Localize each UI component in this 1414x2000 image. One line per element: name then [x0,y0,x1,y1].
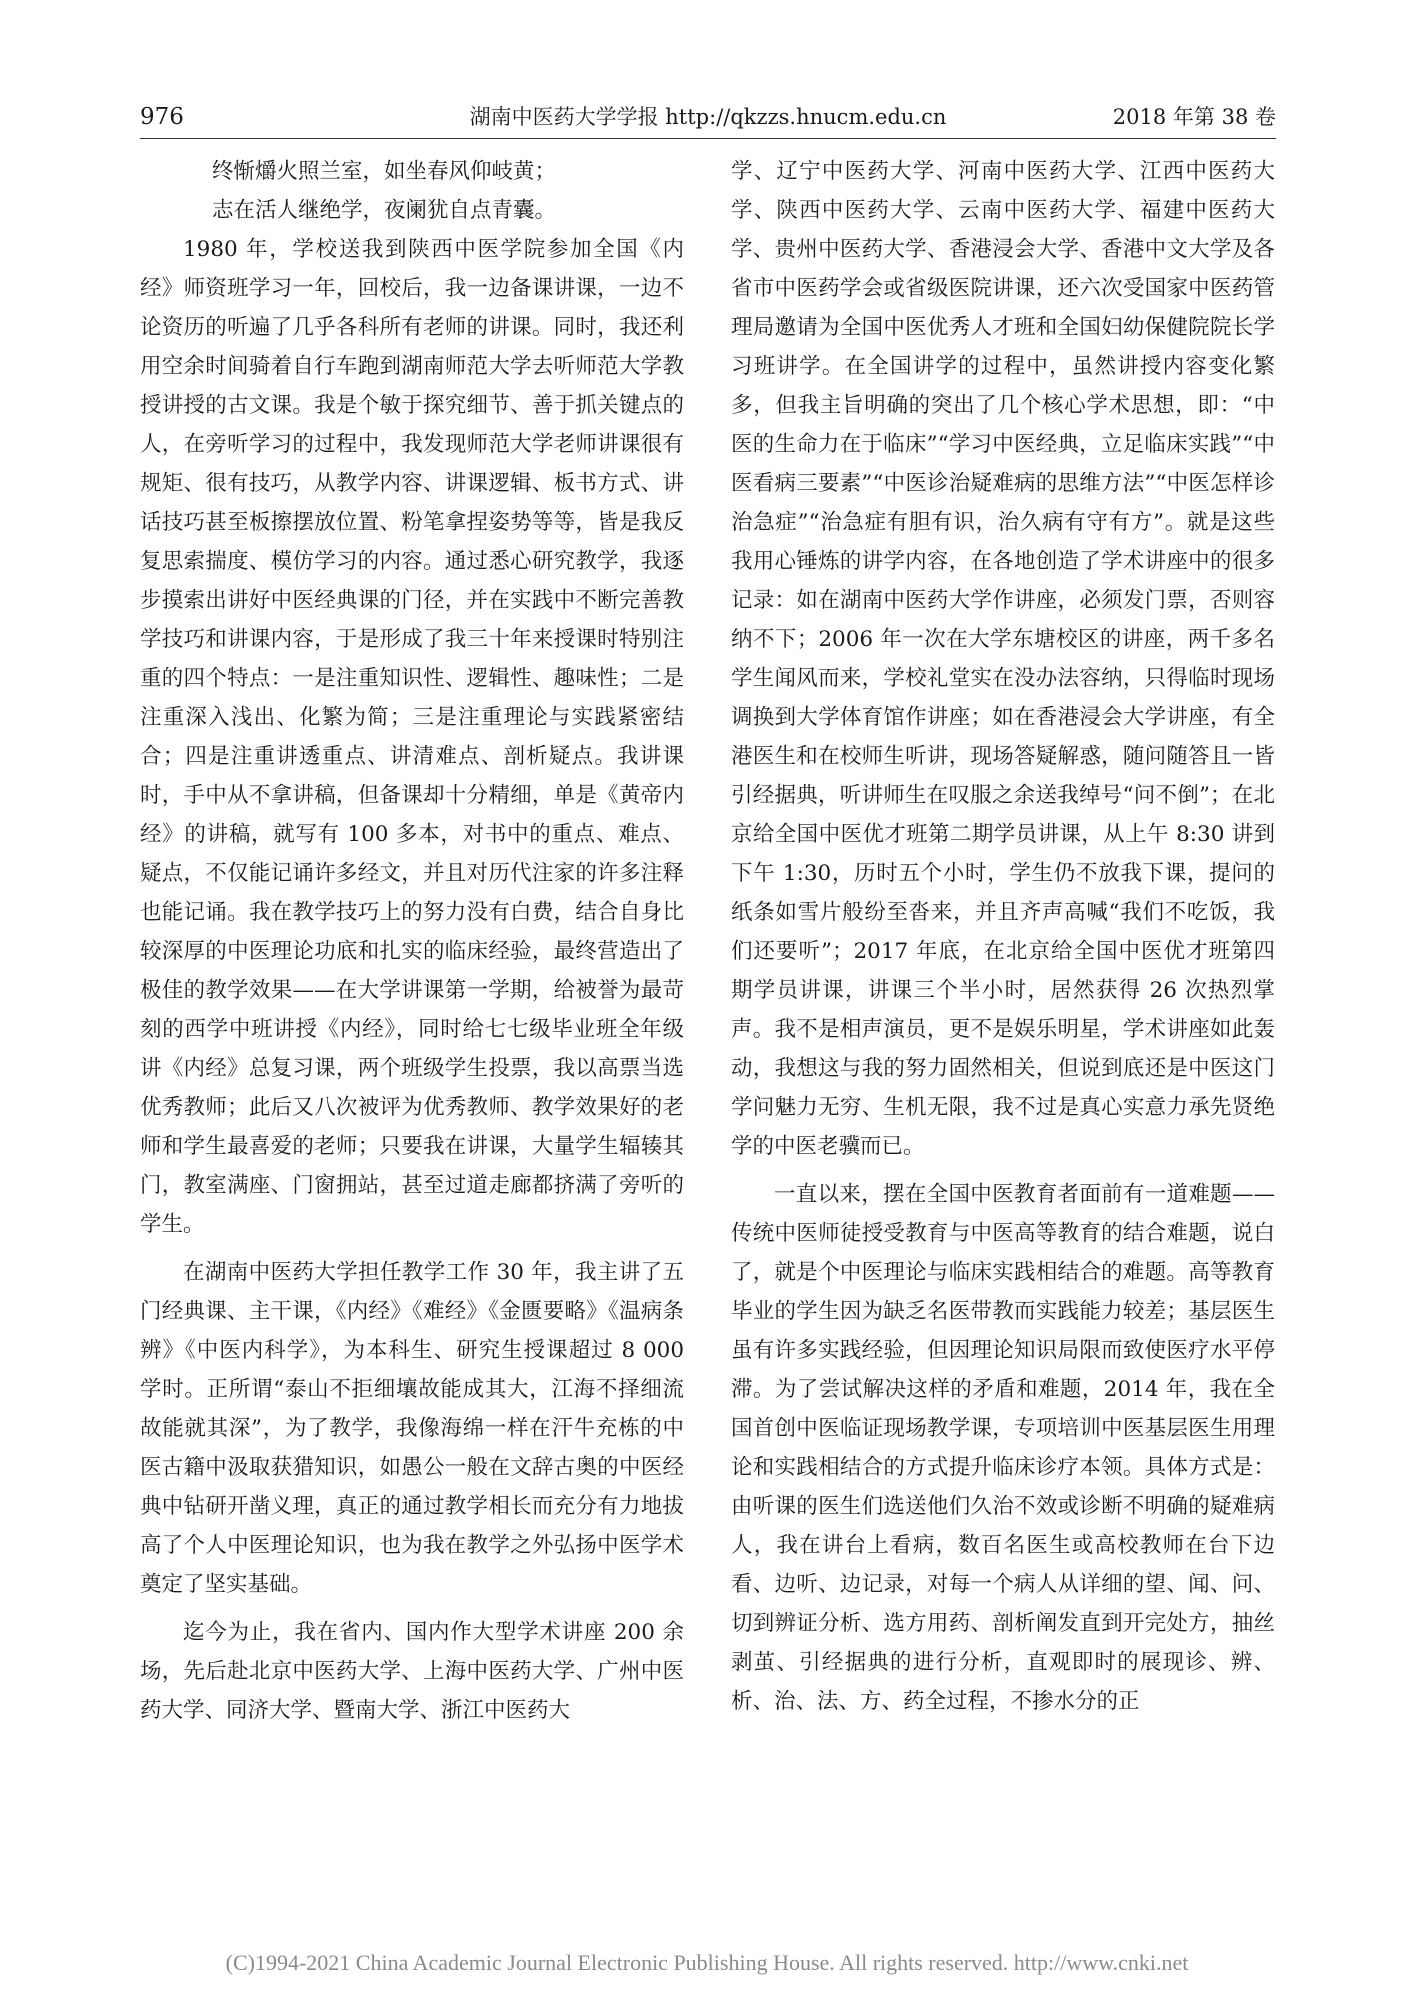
journal-name-url: 湖南中医药大学学报 http://qkzzs.hnucm.edu.cn [469,105,947,129]
left-column [140,152,684,1730]
poem-line: 终惭爝火照兰室，如坐春风仰岐黄； [212,159,557,184]
right-column [731,152,1275,1721]
paragraph: 一直以来，摆在全国中医教育者面前有一道难题——传统中医师徒授受教育与中医高等教育的结合难题，说白了，就是个中医理论与临床实践相结合的难题。高等教育毕业的学生因为缺乏名医带教而实践能力较差；基层医生虽有许多实践经验，但因理论知识局限而致使医疗水平停滞。为了尝试解决这样的矛盾和难题，2014 年，我在全国首创中医临证现场教学课，专项培训中医基层医生用理论和实践相结合的方式提升临床诊疗本领。具体方式是：由听课的医生们选送他们久治不效或诊断不明确的疑难病人，我在讲台上看病，数百名医生或高校教师在台下边看、边听、边记录，对每一个病人从详细的望、闻、问、切到辨证分析、选方用药、剖析阐发直到开完处方，抽丝剥茧、引经据典的进行分析，直观即时的展现诊、辨、析、治、法、方、药全过程，不掺水分的正 [731,1182,1275,1714]
year-volume: 2018 年第 38 卷 [1112,105,1276,129]
paragraph-continued: 学、辽宁中医药大学、河南中医药大学、江西中医药大学、陕西中医药大学、云南中医药大学、福建中医药大学、贵州中医药大学、香港浸会大学、香港中文大学及各省市中医药学会或省级医院讲课，还六次受国家中医药管理局邀请为全国中医优秀人才班和全国妇幼保健院院长学习班讲学。在全国讲学的过程中，虽然讲授内容变化繁多，但我主旨明确的突出了几个核心学术思想，即：“中医的生命力在于临床”“学习中医经典，立足临床实践”“中医看病三要素”“中医诊治疑难病的思维方法”“中医怎样诊治急症”“治急症有胆有识，治久病有守有方”。就是这些我用心锤炼的讲学内容，在各地创造了学术讲座中的很多记录：如在湖南中医药大学作讲座，必须发门票，否则容纳不下；2006 年一次在大学东塘校区的讲座，两千多名学生闻风而来，学校礼堂实在没办法容纳，只得临时现场调换到大学体育馆作讲座；如在香港浸会大学讲座，有全港医生和在校师生听讲，现场答疑解惑，随问随答且一皆引经据典，听讲师生在叹服之余送我绰号“问不倒”；在北京给全国中医优才班第二期学员讲课，从上午 8:30 讲到下午 1:30，历时五个小时，学生仍不放我下课，提问的纸条如雪片般纷至沓来，并且齐声高喊“我们不吃饭，我们还要听”；2017 年底，在北京给全国中医优才班第四期学员讲课，讲课三个半小时，居然获得 26 次热烈掌声。我不是相声演员，更不是娱乐明星，学术讲座如此轰动，我想这与我的努力固然相关，但说到底还是中医这门学问魅力无穷、生机无限，我不过是真心实意力承先贤绝学的中医老骥而已。 [731,159,1275,1159]
paragraph: 迄今为止，我在省内、国内作大型学术讲座 200 余场，先后赴北京中医药大学、上海中医药大学、广州中医药大学、同济大学、暨南大学、浙江中医药大 [140,1620,684,1723]
paragraph: 1980 年，学校送我到陕西中医学院参加全国《内经》师资班学习一年，回校后，我一边备课讲课，一边不论资历的听遍了几乎各科所有老师的讲课。同时，我还利用空余时间骑着自行车跑到湖南师范大学去听师范大学教授讲授的古文课。我是个敏于探究细节、善于抓关键点的人，在旁听学习的过程中，我发现师范大学老师讲课很有规矩、很有技巧，从教学内容、讲课逻辑、板书方式、讲话技巧甚至板擦摆放位置、粉笔拿捏姿势等等，皆是我反复思索揣度、模仿学习的内容。通过悉心研究教学，我逐步摸索出讲好中医经典课的门径，并在实践中不断完善教学技巧和讲课内容，于是形成了我三十年来授课时特别注重的四个特点：一是注重知识性、逻辑性、趣味性；二是注重深入浅出、化繁为简；三是注重理论与实践紧密结合；四是注重讲透重点、讲清难点、剖析疑点。我讲课时，手中从不拿讲稿，但备课却十分精细，单是《黄帝内经》的讲稿，就写有 100 多本，对书中的重点、难点、疑点，不仅能记诵许多经文，并且对历代注家的许多注释也能记诵。我在教学技巧上的努力没有白费，结合自身比较深厚的中医理论功底和扎实的临床经验，最终营造出了极佳的教学效果——在大学讲课第一学期，给被誉为最苛刻的西学中班讲授《内经》，同时给七七级毕业班全年级讲《内经》总复习课，两个班级学生投票，我以高票当选优秀教师；此后又八次被评为优秀教师、教学效果好的老师和学生最喜爱的老师；只要我在讲课，大量学生辐辏其门，教室满座、门窗拥站，甚至过道走廊都挤满了旁听的学生。 [140,237,684,1237]
paragraph: 在湖南中医药大学担任教学工作 30 年，我主讲了五门经典课、主干课，《内经》《难经》《金匮要略》《温病条辨》《中医内科学》，为本科生、研究生授课超过 8 000 学时。正所谓“泰山不拒细壤故能成其大，江海不择细流故能就其深”，为了教学，我像海绵一样在汗牛充栋的中医古籍中汲取获猎知识，如愚公一般在文辞古奥的中医经典中钻研开凿义理，真正的通过教学相长而充分有力地拔高了个人中医理论知识，也为我在教学之外弘扬中医学术奠定了坚实基础。 [140,1260,684,1597]
poem-line: 志在活人继绝学，夜阑犹自点青囊。 [212,198,557,223]
page-number: 976 [140,104,184,130]
header-rule [140,138,1276,139]
copyright-footer: (C)1994-2021 China Academic Journal Electronic Publishing House. All rights reserved. http://www.cnki.net [225,1950,1189,1975]
running-header [140,102,1276,142]
